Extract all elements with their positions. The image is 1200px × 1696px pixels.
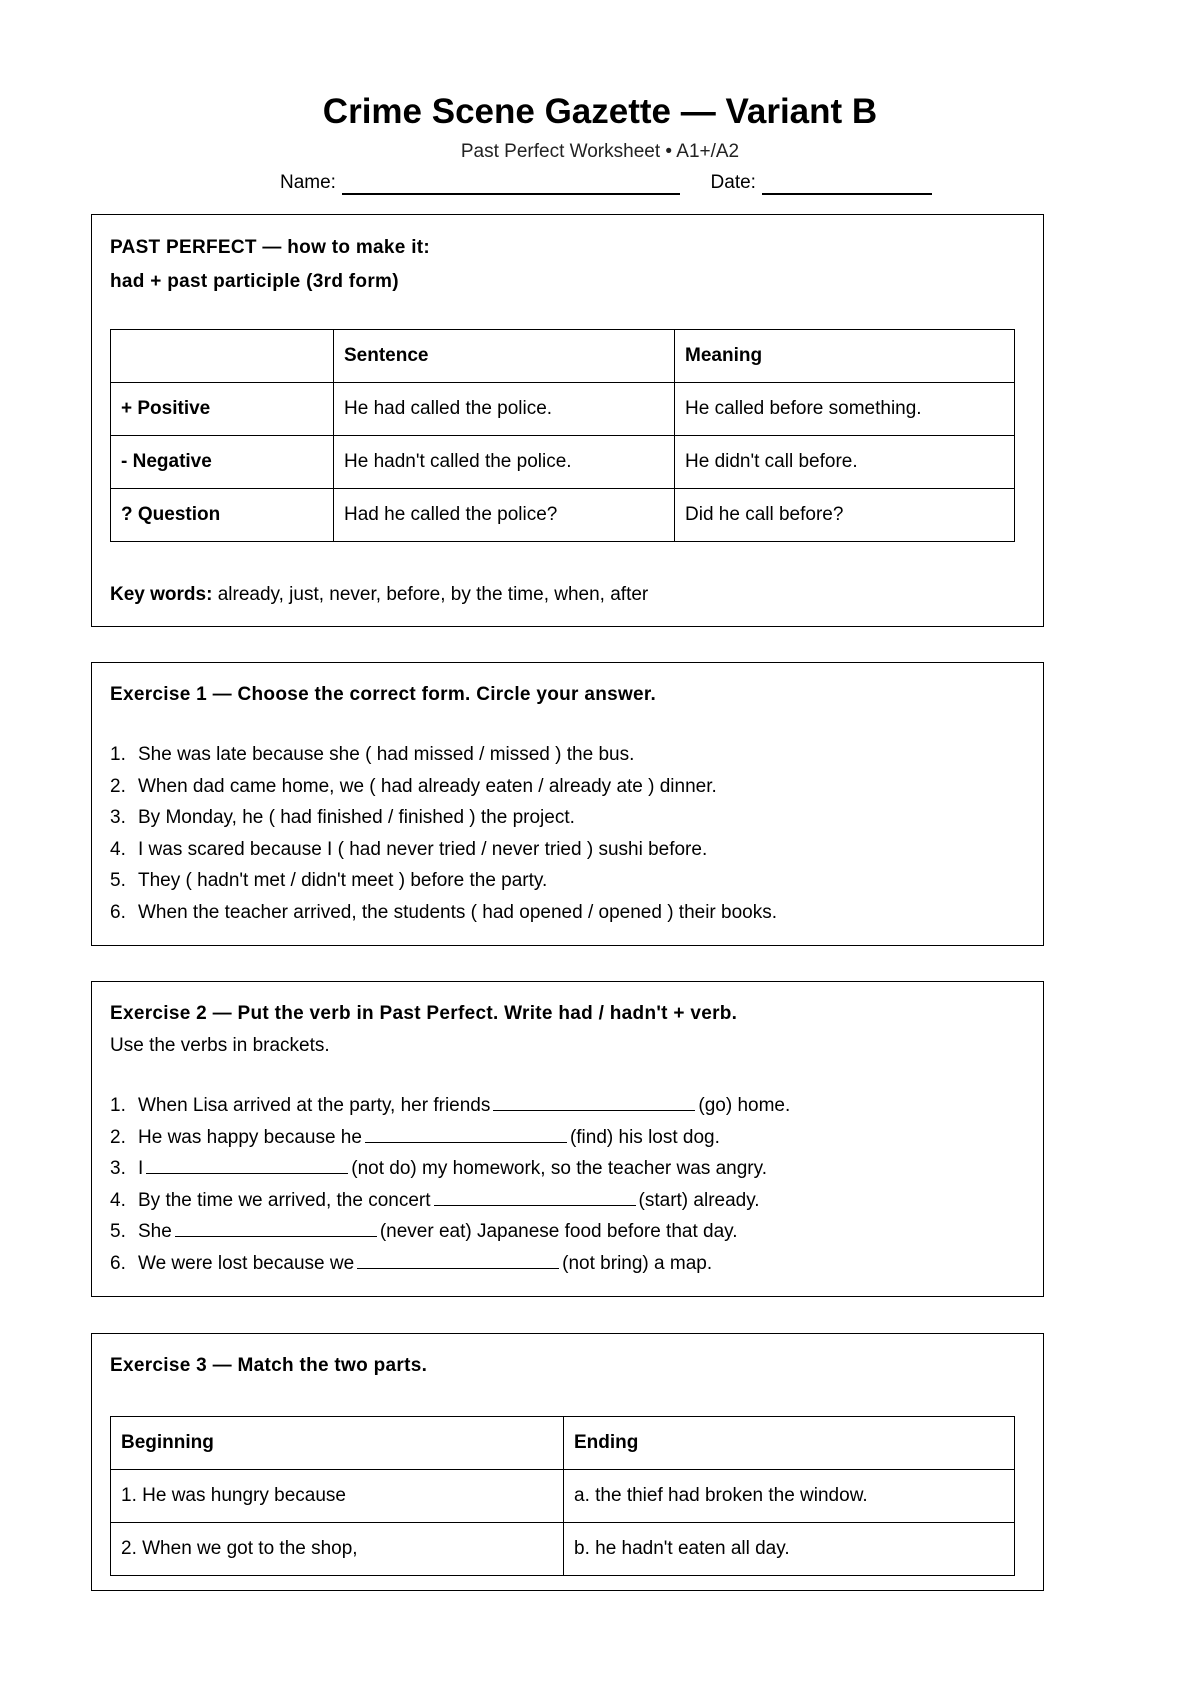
grammar-box [91, 214, 1044, 627]
item-text: By Monday, he ( had finished / finished ) the project. [138, 807, 575, 828]
answer-blank[interactable] [365, 1124, 567, 1143]
item-text: She was late because she ( had missed / missed ) the bus. [138, 744, 635, 765]
item-number: 5. [110, 1221, 126, 1242]
answer-blank[interactable] [357, 1250, 559, 1269]
key-words-list: already, just, never, before, by the time, when, after [217, 584, 649, 605]
table-cell: - Negative [111, 436, 334, 489]
exercise2-box [91, 981, 1044, 1297]
worksheet-subtitle: Past Perfect Worksheet • A1+/A2 [460, 141, 740, 162]
worksheet-title: Crime Scene Gazette — Variant B [322, 92, 878, 131]
table-header-cell: Ending [564, 1417, 1015, 1470]
answer-blank[interactable] [146, 1155, 348, 1174]
item-number: 3. [110, 807, 126, 828]
item-number: 1. [110, 744, 126, 765]
item-text-before: She [138, 1221, 172, 1242]
exercise1-box [91, 662, 1044, 946]
item-number: 5. [110, 870, 126, 891]
item-text: They ( hadn't met / didn't meet ) before the party. [138, 870, 548, 891]
item-text-after: (go) home. [698, 1095, 791, 1116]
table-cell: Did he call before? [675, 489, 1015, 542]
table-cell: ? Question [111, 489, 334, 542]
list-item[interactable] [110, 834, 1016, 866]
table-cell: Had he called the police? [334, 489, 675, 542]
item-text-after: (find) his lost dog. [569, 1126, 720, 1148]
item-number: 6. [110, 1252, 126, 1274]
table-cell: He hadn't called the police. [334, 436, 675, 489]
table-row [111, 436, 1015, 489]
list-item [110, 1248, 1016, 1280]
item-text: When the teacher arrived, the students ( had opened / opened ) their books. [138, 901, 778, 923]
table-row [111, 1523, 1015, 1576]
grammar-formula: had + past participle (3rd form) [110, 271, 399, 292]
table-header-cell [111, 330, 334, 383]
key-words-line [110, 583, 1016, 607]
exercise3-title: Exercise 3 — Match the two parts. [110, 1355, 428, 1376]
item-text-after: (start) already. [638, 1189, 760, 1211]
exercise1-list [110, 739, 1016, 928]
item-number: 4. [110, 838, 126, 860]
item-number: 3. [110, 1158, 126, 1179]
list-item [110, 1090, 1016, 1122]
date-label: Date: [710, 172, 756, 193]
item-number: 2. [110, 1126, 126, 1148]
date-field-line[interactable] [762, 175, 932, 195]
grammar-heading: PAST PERFECT — how to make it: [110, 237, 431, 258]
table-header-cell: Sentence [334, 330, 675, 383]
table-cell: + Positive [111, 383, 334, 436]
list-item[interactable] [110, 802, 1016, 834]
answer-blank[interactable] [493, 1092, 695, 1111]
name-date-row [280, 171, 940, 195]
name-label: Name: [280, 172, 336, 193]
table-cell[interactable]: a. the thief had broken the window. [564, 1470, 1015, 1523]
list-item[interactable] [110, 771, 1016, 803]
item-number: 1. [110, 1095, 126, 1116]
name-field-line[interactable] [342, 175, 680, 195]
table-cell[interactable]: b. he hadn't eaten all day. [564, 1523, 1015, 1576]
key-words-label: Key words: [110, 584, 213, 605]
table-row [111, 330, 1015, 383]
item-text-after: (not bring) a map. [562, 1252, 713, 1274]
item-text-before: He was happy because he [138, 1126, 362, 1148]
exercise3-box [91, 1333, 1044, 1591]
item-text-before: I [138, 1158, 144, 1179]
item-text: I was scared because I ( had never tried / never tried ) sushi before. [138, 838, 708, 860]
item-number: 6. [110, 901, 126, 923]
item-text-before: By the time we arrived, the concert [138, 1189, 431, 1211]
list-item [110, 1185, 1016, 1217]
table-cell: He had called the police. [334, 383, 675, 436]
answer-blank[interactable] [175, 1218, 377, 1237]
table-row [111, 383, 1015, 436]
item-number: 4. [110, 1189, 126, 1211]
list-item [110, 1153, 1016, 1185]
table-cell[interactable]: 2. When we got to the shop, [111, 1523, 564, 1576]
list-item[interactable] [110, 739, 1016, 771]
grammar-table [110, 329, 1015, 542]
table-row [111, 1417, 1015, 1470]
table-cell: He called before something. [675, 383, 1015, 436]
table-cell: He didn't call before. [675, 436, 1015, 489]
table-header-cell: Beginning [111, 1417, 564, 1470]
list-item [110, 1122, 1016, 1154]
item-text-after: (not do) my homework, so the teacher was angry. [351, 1158, 767, 1179]
list-item[interactable] [110, 897, 1016, 929]
table-cell[interactable]: 1. He was hungry because [111, 1470, 564, 1523]
item-number: 2. [110, 775, 126, 797]
exercise2-title: Exercise 2 — Put the verb in Past Perfect. Write had / hadn't + verb. [110, 1003, 738, 1024]
item-text-before: When Lisa arrived at the party, her friends [138, 1095, 491, 1116]
item-text-before: We were lost because we [138, 1252, 355, 1274]
table-header-cell: Meaning [675, 330, 1015, 383]
table-row [111, 1470, 1015, 1523]
list-item[interactable] [110, 865, 1016, 897]
item-text-after: (never eat) Japanese food before that day. [379, 1221, 738, 1242]
table-row [111, 489, 1015, 542]
exercise1-title: Exercise 1 — Choose the correct form. Circle your answer. [110, 684, 657, 705]
exercise2-list [110, 1090, 1016, 1279]
match-table [110, 1416, 1015, 1576]
exercise2-instruction: Use the verbs in brackets. [110, 1035, 330, 1056]
list-item [110, 1216, 1016, 1248]
item-text: When dad came home, we ( had already eaten / already ate ) dinner. [138, 775, 717, 797]
answer-blank[interactable] [434, 1187, 636, 1206]
